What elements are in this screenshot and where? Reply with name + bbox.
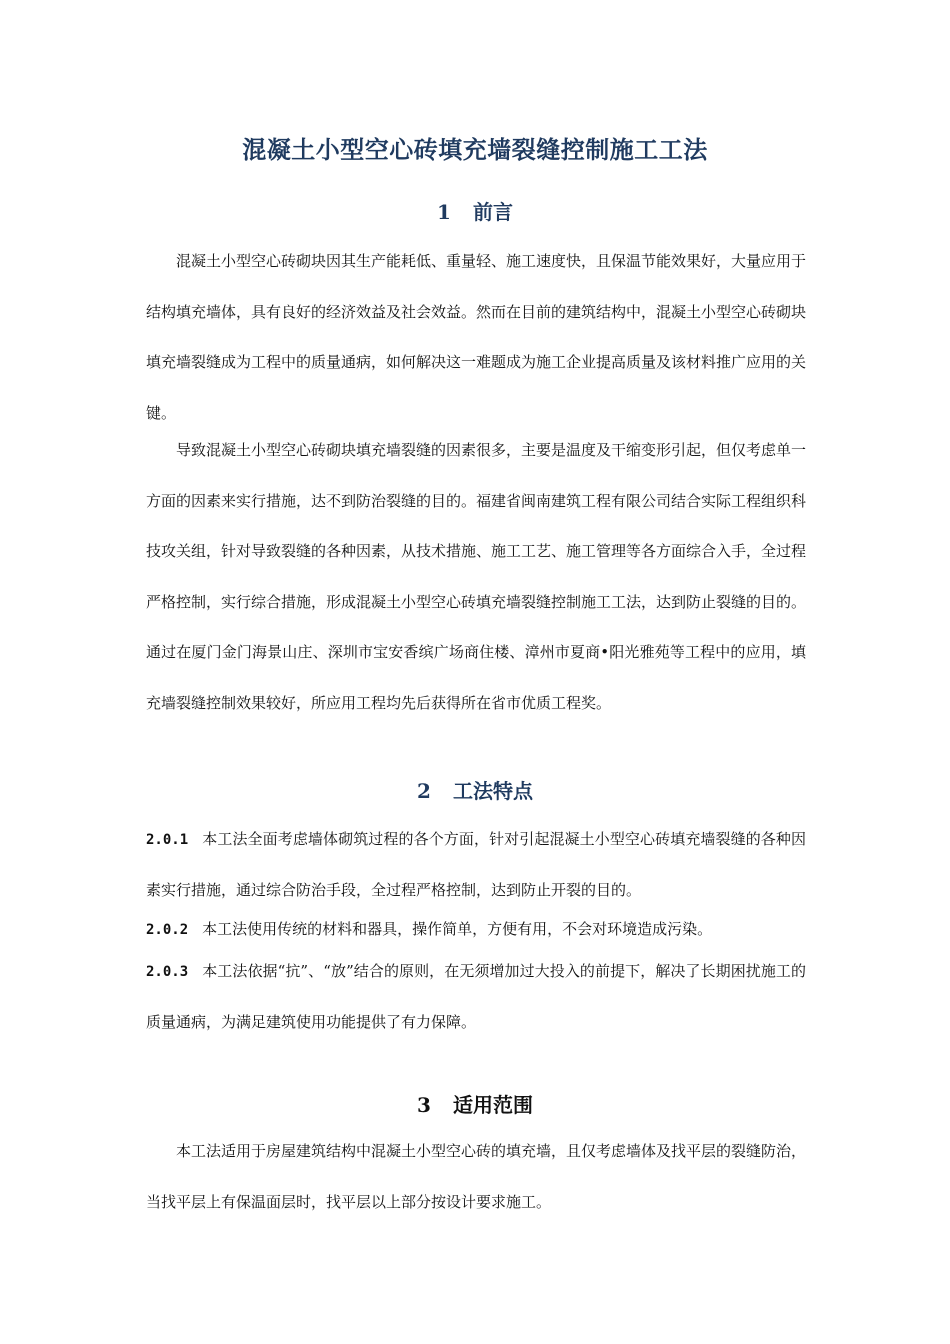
clause-number: 2.0.2 <box>146 922 189 938</box>
section-heading-3 <box>0 1090 950 1120</box>
section-number: 3 <box>417 1093 431 1117</box>
clause-text: 本工法依据“抗”、“放”结合的原则，在无须增加过大投入的前提下，解决了长期困扰施工的质量通病，为满足建筑使用功能提供了有力保障。 <box>146 962 806 1031</box>
clause-2-0-3 <box>146 946 806 1047</box>
section-title: 适用范围 <box>452 1093 533 1117</box>
section-number: 2 <box>417 779 431 803</box>
paragraph: 本工法适用于房屋建筑结构中混凝土小型空心砖的填充墙，且仅考虑墙体及找平层的裂缝防治，当找平层上有保温面层时，找平层以上部分按设计要求施工。 <box>146 1142 807 1211</box>
section-title: 工法特点 <box>452 779 533 803</box>
clause-text: 本工法使用传统的材料和器具，操作简单，方便有用，不会对环境造成污染。 <box>202 920 713 938</box>
section-heading-2 <box>0 776 950 806</box>
clause-2-0-1 <box>146 814 806 915</box>
clause-number: 2.0.1 <box>146 832 189 848</box>
clause-text: 本工法全面考虑墙体砌筑过程的各个方面，针对引起混凝土小型空心砖填充墙裂缝的各种因素实行措施，通过综合防治手段，全过程严格控制，达到防止开裂的目的。 <box>146 830 806 899</box>
document-title: 混凝土小型空心砖填充墙裂缝控制施工工法 <box>242 135 708 164</box>
section-number: 1 <box>437 200 451 224</box>
paragraph: 导致混凝土小型空心砖砌块填充墙裂缝的因素很多，主要是温度及干缩变形引起，但仅考虑单一方面的因素来实行措施，达不到防治裂缝的目的。福建省闽南建筑工程有限公司结合实际工程组织科技攻关组，针对导致裂缝的各种因素，从技术措施、施工工艺、施工管理等各方面综合入手，全过程严格控制，实行综合措施，形成混凝土小型空心砖填充墙裂缝控制施工工法，达到防止裂缝的目的。通过在厦门金门海景山庄、深圳市宝安香缤广场商住楼、漳州市夏商•阳光雅苑等工程中的应用，填充墙裂缝控制效果较好，所应用工程均先后获得所在省市优质工程奖。 <box>146 441 807 712</box>
clause-number: 2.0.3 <box>146 964 189 980</box>
section-title: 前言 <box>472 200 513 224</box>
paragraph: 混凝土小型空心砖砌块因其生产能耗低、重量轻、施工速度快，且保温节能效果好，大量应用于结构填充墙体，具有良好的经济效益及社会效益。然而在目前的建筑结构中，混凝土小型空心砖砌块填充墙裂缝成为工程中的质量通病，如何解决这一难题成为施工企业提高质量及该材料推广应用的关键。 <box>146 252 807 422</box>
section-heading-1 <box>0 197 950 227</box>
